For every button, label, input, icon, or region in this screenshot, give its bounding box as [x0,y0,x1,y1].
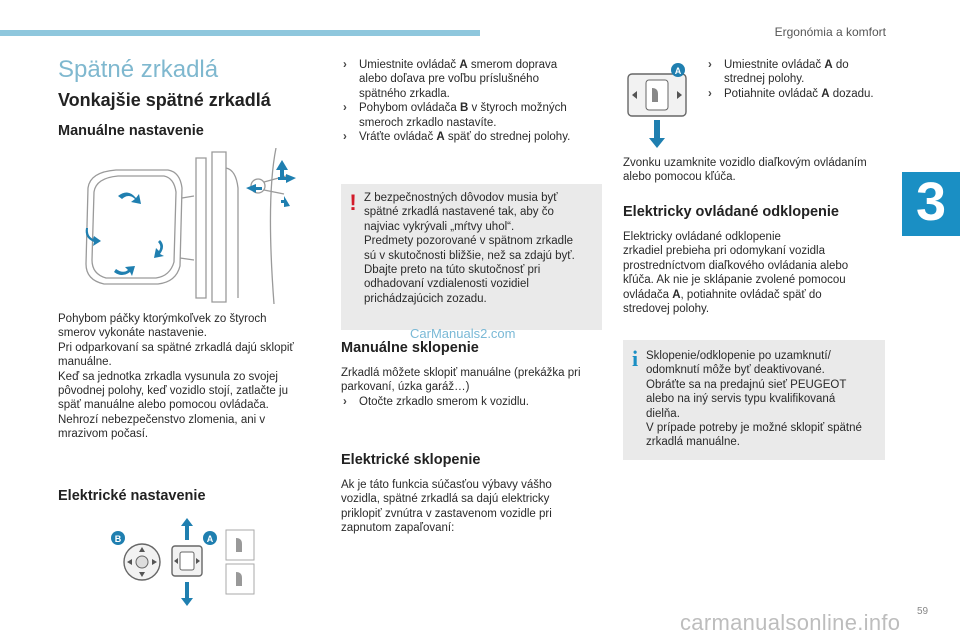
subheading-manual-fold: Manuálne sklopenie [341,340,479,356]
label-a: A [206,534,214,544]
adjust-direction-arrows [86,160,296,276]
warning-exclamation-icon: ! [349,190,357,215]
label-a: A [674,66,682,76]
manual-fold-steps [341,395,603,409]
control-b-knob [124,544,160,580]
info-i-icon: i [631,346,639,371]
step-select-mirror: › Umiestnite ovládač A smerom doprava alebo doľava pre voľbu príslušného spätného zrkadla. [341,58,603,101]
info-text: Sklopenie/odklopenie po uzamknutí/ odomknutí môže byť deaktivované. Obráťte sa na predajnú sieť PEUGEOT alebo na iný servis typu kvalifikovaná dielňa. V prípade potreby je možné sklopiť spätné zrkadlá manuálne. [646,350,862,449]
watermark-site: carmanualsonline.info [680,610,901,635]
mirror-adjust-illustration [76,148,312,304]
electric-fold-steps [706,58,886,101]
electric-control-illustration [110,516,262,608]
manual-adjust-text: Pohybom páčky ktorýmkoľvek zo štyroch smerov vykonáte nastavenie. Pri odparkovaní sa spätné zrkadlá dajú sklopiť manuálne. Keď sa jednotka zrkadla vysunula zo svojej pôvodnej polohy, keď vozidlo stojí, zatlačte ju späť manuálne alebo pomocou ovládača. Nehrozí nebezpečenstvo zlomenia, ani v mrazivom počasí. [58,313,294,441]
header-accent-bar [0,30,480,36]
lock-vehicle-text: Zvonku uzamknite vozidlo diaľkovým ovládaním alebo pomocou kľúča. [623,157,867,184]
step-move-control: › Pohybom ovládača B v štyroch možných smeroch zrkadlo nastavíte. [341,101,603,130]
arrow-down-icon [181,582,193,606]
step-pull-control: › Potiahnite ovládač A dozadu. [706,87,886,101]
watermark-carmanuals: CarManuals2.com [410,326,516,341]
page-title: Spätné zrkadlá [58,56,219,83]
chapter-number: 3 [915,172,947,232]
subheading-electric-fold: Elektrické sklopenie [341,452,481,468]
arrow-up-icon [181,518,193,540]
subheading-manual-adjust: Manuálne nastavenie [58,123,204,139]
step-return-center: › Vráťte ovládač A späť do strednej polohy. [341,130,603,144]
subheading-electric-unfold: Elektricky ovládané odklopenie [623,204,839,220]
step-rotate-mirror: › Otočte zrkadlo smerom k vozidlu. [341,395,603,409]
arrow-down-icon [649,120,665,148]
subheading-electric-adjust: Elektrické nastavenie [58,488,206,504]
label-b: B [114,534,122,544]
fold-control-illustration [622,58,698,150]
electric-unfold-text: Elektricky ovládané odklopenie zrkadiel prebieha pri odomykaní vozidla prostredníctvom diaľkového ovládania alebo kľúča. Ak nie je sklápanie zvolené pomocou ovládača A, potiahnite ovládač späť do stredovej polohy. [623,231,849,316]
manual-fold-text: Zrkadlá môžete sklopiť manuálne (prekážka pri parkovaní, úzka garáž…) [341,367,581,394]
electric-adjust-steps [341,58,603,144]
section-heading-outer-mirrors: Vonkajšie spätné zrkadlá [58,90,271,110]
step-center-control: › Umiestnite ovládač A do strednej polohy. [706,58,886,87]
warning-text: Z bezpečnostných dôvodov musia byť spätné zrkadlá nastavené tak, aby čo najviac vykrývali „mŕtvy uhol“. Predmety pozorované v spätnom zrkadle sú v skutočnosti bližšie, než sa zdajú byť. Dbajte preto na túto skutočnosť pri odhadovaní vzdialenosti vozidiel prichádzajúcich zozadu. [364,192,575,305]
electric-fold-text: Ak je táto funkcia súčasťou výbavy vášho vozidla, spätné zrkadlá sa dajú elektricky priklopiť zvnútra v zastavenom vozidle pri zapnutom zapaľovaní: [341,479,552,535]
page-number: 59 [917,606,929,617]
arrow-left-icon [246,184,262,193]
control-a-selector [172,546,202,576]
arrow-down-icon [281,196,290,207]
section-header: Ergonómia a komfort [774,25,886,39]
